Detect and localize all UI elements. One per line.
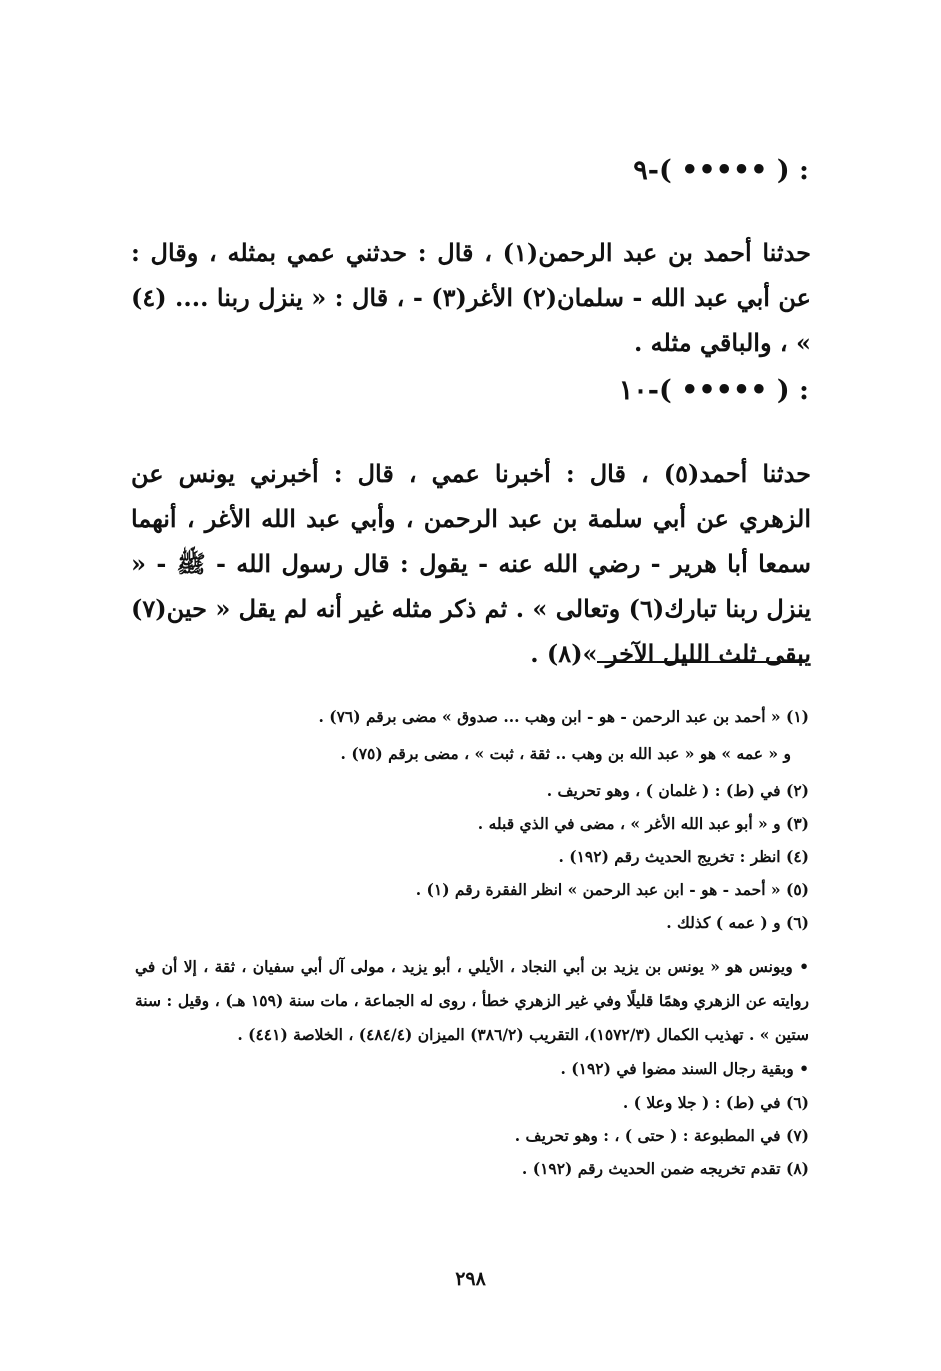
footnote-4: (٤) انظر : تخريج الحديث رقم (١٩٢) . [558, 847, 809, 866]
footnote-yunus-note: • ويونس هو « يونس بن يزيد بن أبي النجاد ، الأيلي ، أبو يزيد ، مولى آل أبي سفيان ، ثقة ، إلا أن في روايته عن الزهري وهمًا قليلًا وفي غير الزهري خطأ ، روى له الجماعة ، مات سنة (١٥٩ هـ) ، وقيل : سنة ستين » . تهذيب الكمال (١٥٧٢/٣)، التقريب (٣٨٦/٢) الميزان (٤٨٤/٤) ، الخلاصة (٤٤١) . [135, 957, 809, 1044]
footnote-2: (٢) في (ط) : ( غلمان ) ، وهو تحريف . [546, 781, 809, 800]
footnote-3: (٣) و « أبو عبد الله الأغر » ، مضى في الذي قبله . [477, 814, 809, 833]
footnote-1: (١) « أحمد بن عبد الرحمن - هو - ابن وهب ... صدوق » مضى برقم (٧٦) . [318, 707, 809, 726]
hadith-paragraph-9: حدثنا أحمد بن عبد الرحمن(١) ، قال : حدثني عمي بمثله ، وقال : عن أبي عبد الله - سلمان(٢) الأغر(٣) - ، قال : « ينزل ربنا .... (٤) » ، والباقي مثله . [131, 238, 812, 357]
hadith-paragraph-10: حدثنا أحمد(٥) ، قال : أخبرنا عمي ، قال : أخبرني يونس عن الزهري عن أبي سلمة بن عبد الرحمن ، وأبي عبد الله الأغر ، أنهما سمعا أبا هرير - رضي الله عنه - يقول : قال رسول الله - ﷺ - « ينزل ربنا تبارك(٦) وتعالى » . ثم ذكر مثله غير أنه لم يقل « حين(٧) يبقى ثلث الليل الآخر »(٨) . [131, 459, 812, 668]
footnote-remaining-narrators: • وبقية رجال السند مضوا في (١٩٢) . [560, 1059, 809, 1078]
footnote-6: (٦) و ( عمه ) كذلك . [666, 913, 809, 932]
footnote-6b: (٦) في (ط) : ( جلا وعلا ) . [622, 1093, 809, 1112]
page-number: ٢٩٨ [455, 1268, 486, 1290]
footnote-1-continued: و « عمه » هو « عبد الله بن وهب .. ثقة ، ثبت » ، مضى برقم (٧٥) . [340, 744, 791, 763]
footnote-7: (٧) في المطبوعة : ( حتى ) ، : وهو تحريف . [514, 1126, 809, 1145]
section-heading-9: ٩-( ••••• ) : [633, 155, 809, 186]
footnote-5: (٥) « أحمد - هو - ابن عبد الرحمن » انظر الفقرة رقم (١) . [415, 880, 809, 899]
footnote-8: (٨) تقدم تخريجه ضمن الحديث رقم (١٩٢) . [521, 1159, 809, 1178]
section-heading-10: ١٠-( ••••• ) : [618, 375, 809, 406]
footnote-divider [597, 661, 805, 663]
